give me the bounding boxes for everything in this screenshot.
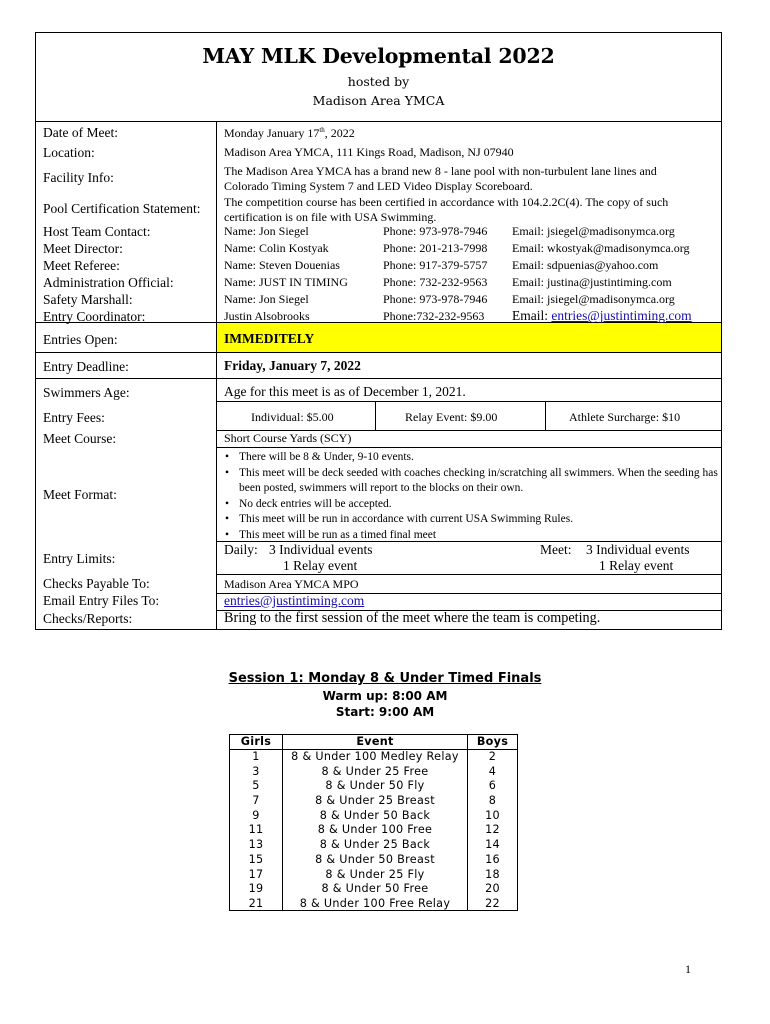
value-entry-deadline: Friday, January 7, 2022: [224, 358, 361, 373]
label-facility: Facility Info:: [43, 170, 114, 185]
session-title: Session 1: Monday 8 & Under Timed Finals: [228, 671, 542, 686]
cell-boys: 22: [468, 896, 518, 911]
label-date: Date of Meet:: [43, 125, 118, 140]
fee-relay: Relay Event: $9.00: [405, 410, 498, 424]
row-divider: [216, 401, 721, 402]
col-girls: Girls: [230, 735, 283, 750]
fee-divider: [375, 401, 376, 430]
table-row: [230, 823, 518, 838]
label-meet-format: Meet Format:: [43, 487, 117, 502]
contact-name: Name: Jon Siegel: [224, 224, 309, 238]
label-entries-open: Entries Open:: [43, 332, 118, 347]
cell-event: 8 & Under 50 Back: [283, 808, 468, 823]
cell-boys: 6: [468, 779, 518, 794]
cell-girls: 13: [230, 837, 283, 852]
meet-format-list: [224, 450, 719, 544]
limits-daily-label: Daily:: [224, 542, 258, 557]
host-name: Madison Area YMCA: [312, 93, 445, 108]
cell-girls: 1: [230, 749, 283, 764]
label-entry-coord: Entry Coordinator:: [43, 309, 146, 324]
cell-boys: 10: [468, 808, 518, 823]
fee-surcharge: Athlete Surcharge: $10: [569, 410, 681, 424]
value-checks-payable: Madison Area YMCA MPO: [224, 577, 359, 591]
value-facility-1: The Madison Area YMCA has a brand new 8 - lane pool with non-turbulent lane lines and: [224, 164, 657, 178]
table-row: [230, 852, 518, 867]
label-meet-course: Meet Course:: [43, 431, 117, 446]
label-host-contact: Host Team Contact:: [43, 224, 151, 239]
cell-boys: 16: [468, 852, 518, 867]
value-entries-open: IMMEDITELY: [224, 331, 315, 346]
column-divider: [216, 122, 217, 630]
contact-phone: Phone: 973-978-7946: [383, 292, 488, 306]
table-row: [230, 867, 518, 882]
row-divider: [216, 447, 721, 448]
col-boys: Boys: [468, 735, 518, 750]
table-row: [230, 749, 518, 764]
cell-event: 8 & Under 100 Medley Relay: [283, 749, 468, 764]
label-admin: Administration Official:: [43, 275, 174, 290]
value-swimmers-age: Age for this meet is as of December 1, 2021.: [224, 384, 466, 399]
contact-name: Name: Colin Kostyak: [224, 241, 329, 255]
fee-individual: Individual: $5.00: [251, 410, 334, 424]
contact-email: Email: wkostyak@madisonymca.org: [512, 241, 690, 255]
email-files-link[interactable]: entries@justintiming.com: [224, 593, 365, 608]
cell-event: 8 & Under 50 Fly: [283, 779, 468, 794]
list-item: • This meet will be run as a timed final meet: [224, 528, 719, 544]
contact-name: Name: JUST IN TIMING: [224, 275, 348, 289]
contact-email: Email: sdpuenias@yahoo.com: [512, 258, 659, 272]
contact-phone: Phone: 973-978-7946: [383, 224, 488, 238]
value-meet-course: Short Course Yards (SCY): [224, 431, 352, 445]
cell-event: 8 & Under 50 Breast: [283, 852, 468, 867]
limits-meet-label: Meet:: [540, 542, 572, 557]
cell-girls: 7: [230, 793, 283, 808]
contact-email: Email: jsiegel@madisonymca.org: [512, 292, 675, 306]
meet-header: [36, 33, 721, 122]
session-start: Start: 9:00 AM: [335, 705, 435, 719]
list-item: • No deck entries will be accepted.: [224, 497, 719, 513]
col-event: Event: [283, 735, 468, 750]
contact-email-label: Email:: [512, 308, 552, 323]
label-location: Location:: [43, 145, 95, 160]
cell-girls: 3: [230, 764, 283, 779]
list-item: • This meet will be deck seeded with coaches checking in/scratching all swimmers. When the seeding has been posted, swimmers will report to the blocks on their own.: [224, 466, 719, 497]
cell-event: 8 & Under 100 Free: [283, 823, 468, 838]
cell-girls: 15: [230, 852, 283, 867]
contact-email: [512, 308, 692, 324]
hosted-by: hosted by: [347, 74, 410, 89]
table-row: [230, 837, 518, 852]
cell-event: 8 & Under 100 Free Relay: [283, 896, 468, 911]
list-item: • This meet will be run in accordance with current USA Swimming Rules.: [224, 512, 719, 528]
contact-phone: Phone: 917-379-5757: [383, 258, 488, 272]
cell-event: 8 & Under 25 Fly: [283, 867, 468, 882]
table-row: [230, 881, 518, 896]
value-location: Madison Area YMCA, 111 Kings Road, Madison, NJ 07940: [224, 145, 514, 159]
limits-daily-2: 1 Relay event: [283, 558, 358, 573]
row-divider: [36, 352, 721, 353]
value-checks-reports: Bring to the first session of the meet where the team is competing.: [224, 610, 601, 626]
cell-boys: 20: [468, 881, 518, 896]
meet-title: MAY MLK Developmental 2022: [202, 44, 555, 68]
row-divider: [216, 574, 721, 575]
limits-meet-1: 3 Individual events: [586, 542, 690, 557]
contact-name: Name: Jon Siegel: [224, 292, 309, 306]
entries-email-link[interactable]: entries@justintiming.com: [551, 308, 692, 323]
table-row: [230, 793, 518, 808]
cell-boys: 4: [468, 764, 518, 779]
value-facility-2: Colorado Timing System 7 and LED Video Display Scoreboard.: [224, 179, 533, 193]
value-cert-2: certification is on file with USA Swimming.: [224, 210, 437, 224]
label-checks-payable: Checks Payable To:: [43, 576, 150, 591]
page-number: 1: [685, 962, 691, 976]
meet-info-table: [35, 32, 722, 630]
cell-boys: 12: [468, 823, 518, 838]
cell-girls: 9: [230, 808, 283, 823]
cell-boys: 8: [468, 793, 518, 808]
label-pool-cert: Pool Certification Statement:: [43, 201, 201, 216]
cell-event: 8 & Under 25 Breast: [283, 793, 468, 808]
label-email-files: Email Entry Files To:: [43, 593, 160, 608]
list-item: • There will be 8 & Under, 9-10 events.: [224, 450, 719, 466]
cell-girls: 5: [230, 779, 283, 794]
limits-daily-1: 3 Individual events: [269, 542, 373, 557]
label-checks-reports: Checks/Reports:: [43, 611, 133, 626]
table-row: [230, 779, 518, 794]
session-warmup: Warm up: 8:00 AM: [322, 689, 448, 703]
value-date: Monday January 17th, 2022: [224, 126, 355, 140]
contact-phone: Phone:732-232-9563: [383, 309, 485, 323]
contact-name: Name: Steven Douenias: [224, 258, 340, 272]
label-referee: Meet Referee:: [43, 258, 120, 273]
events-table: [229, 734, 518, 911]
limits-meet-2: 1 Relay event: [599, 558, 674, 573]
cell-girls: 17: [230, 867, 283, 882]
row-divider: [36, 378, 721, 379]
label-entry-deadline: Entry Deadline:: [43, 359, 129, 374]
cell-boys: 14: [468, 837, 518, 852]
contact-name: Justin Alsobrooks: [224, 309, 310, 323]
label-entry-fees: Entry Fees:: [43, 410, 105, 425]
cell-girls: 11: [230, 823, 283, 838]
table-row: [230, 764, 518, 779]
label-swimmers-age: Swimmers Age:: [43, 385, 130, 400]
cell-girls: 21: [230, 896, 283, 911]
cell-girls: 19: [230, 881, 283, 896]
label-director: Meet Director:: [43, 241, 123, 256]
table-row: [230, 808, 518, 823]
cell-event: 8 & Under 50 Free: [283, 881, 468, 896]
table-row: [230, 896, 518, 911]
label-entry-limits: Entry Limits:: [43, 551, 116, 566]
fee-divider: [545, 401, 546, 430]
value-cert-1: The competition course has been certified in accordance with 104.2.2C(4). The copy of such: [224, 195, 669, 209]
cell-event: 8 & Under 25 Back: [283, 837, 468, 852]
cell-boys: 18: [468, 867, 518, 882]
contact-phone: Phone: 201-213-7998: [383, 241, 488, 255]
contact-phone: Phone: 732-232-9563: [383, 275, 488, 289]
label-safety: Safety Marshall:: [43, 292, 133, 307]
contact-email: Email: justina@justintiming.com: [512, 275, 672, 289]
cell-boys: 2: [468, 749, 518, 764]
contact-email: Email: jsiegel@madisonymca.org: [512, 224, 675, 238]
cell-event: 8 & Under 25 Free: [283, 764, 468, 779]
